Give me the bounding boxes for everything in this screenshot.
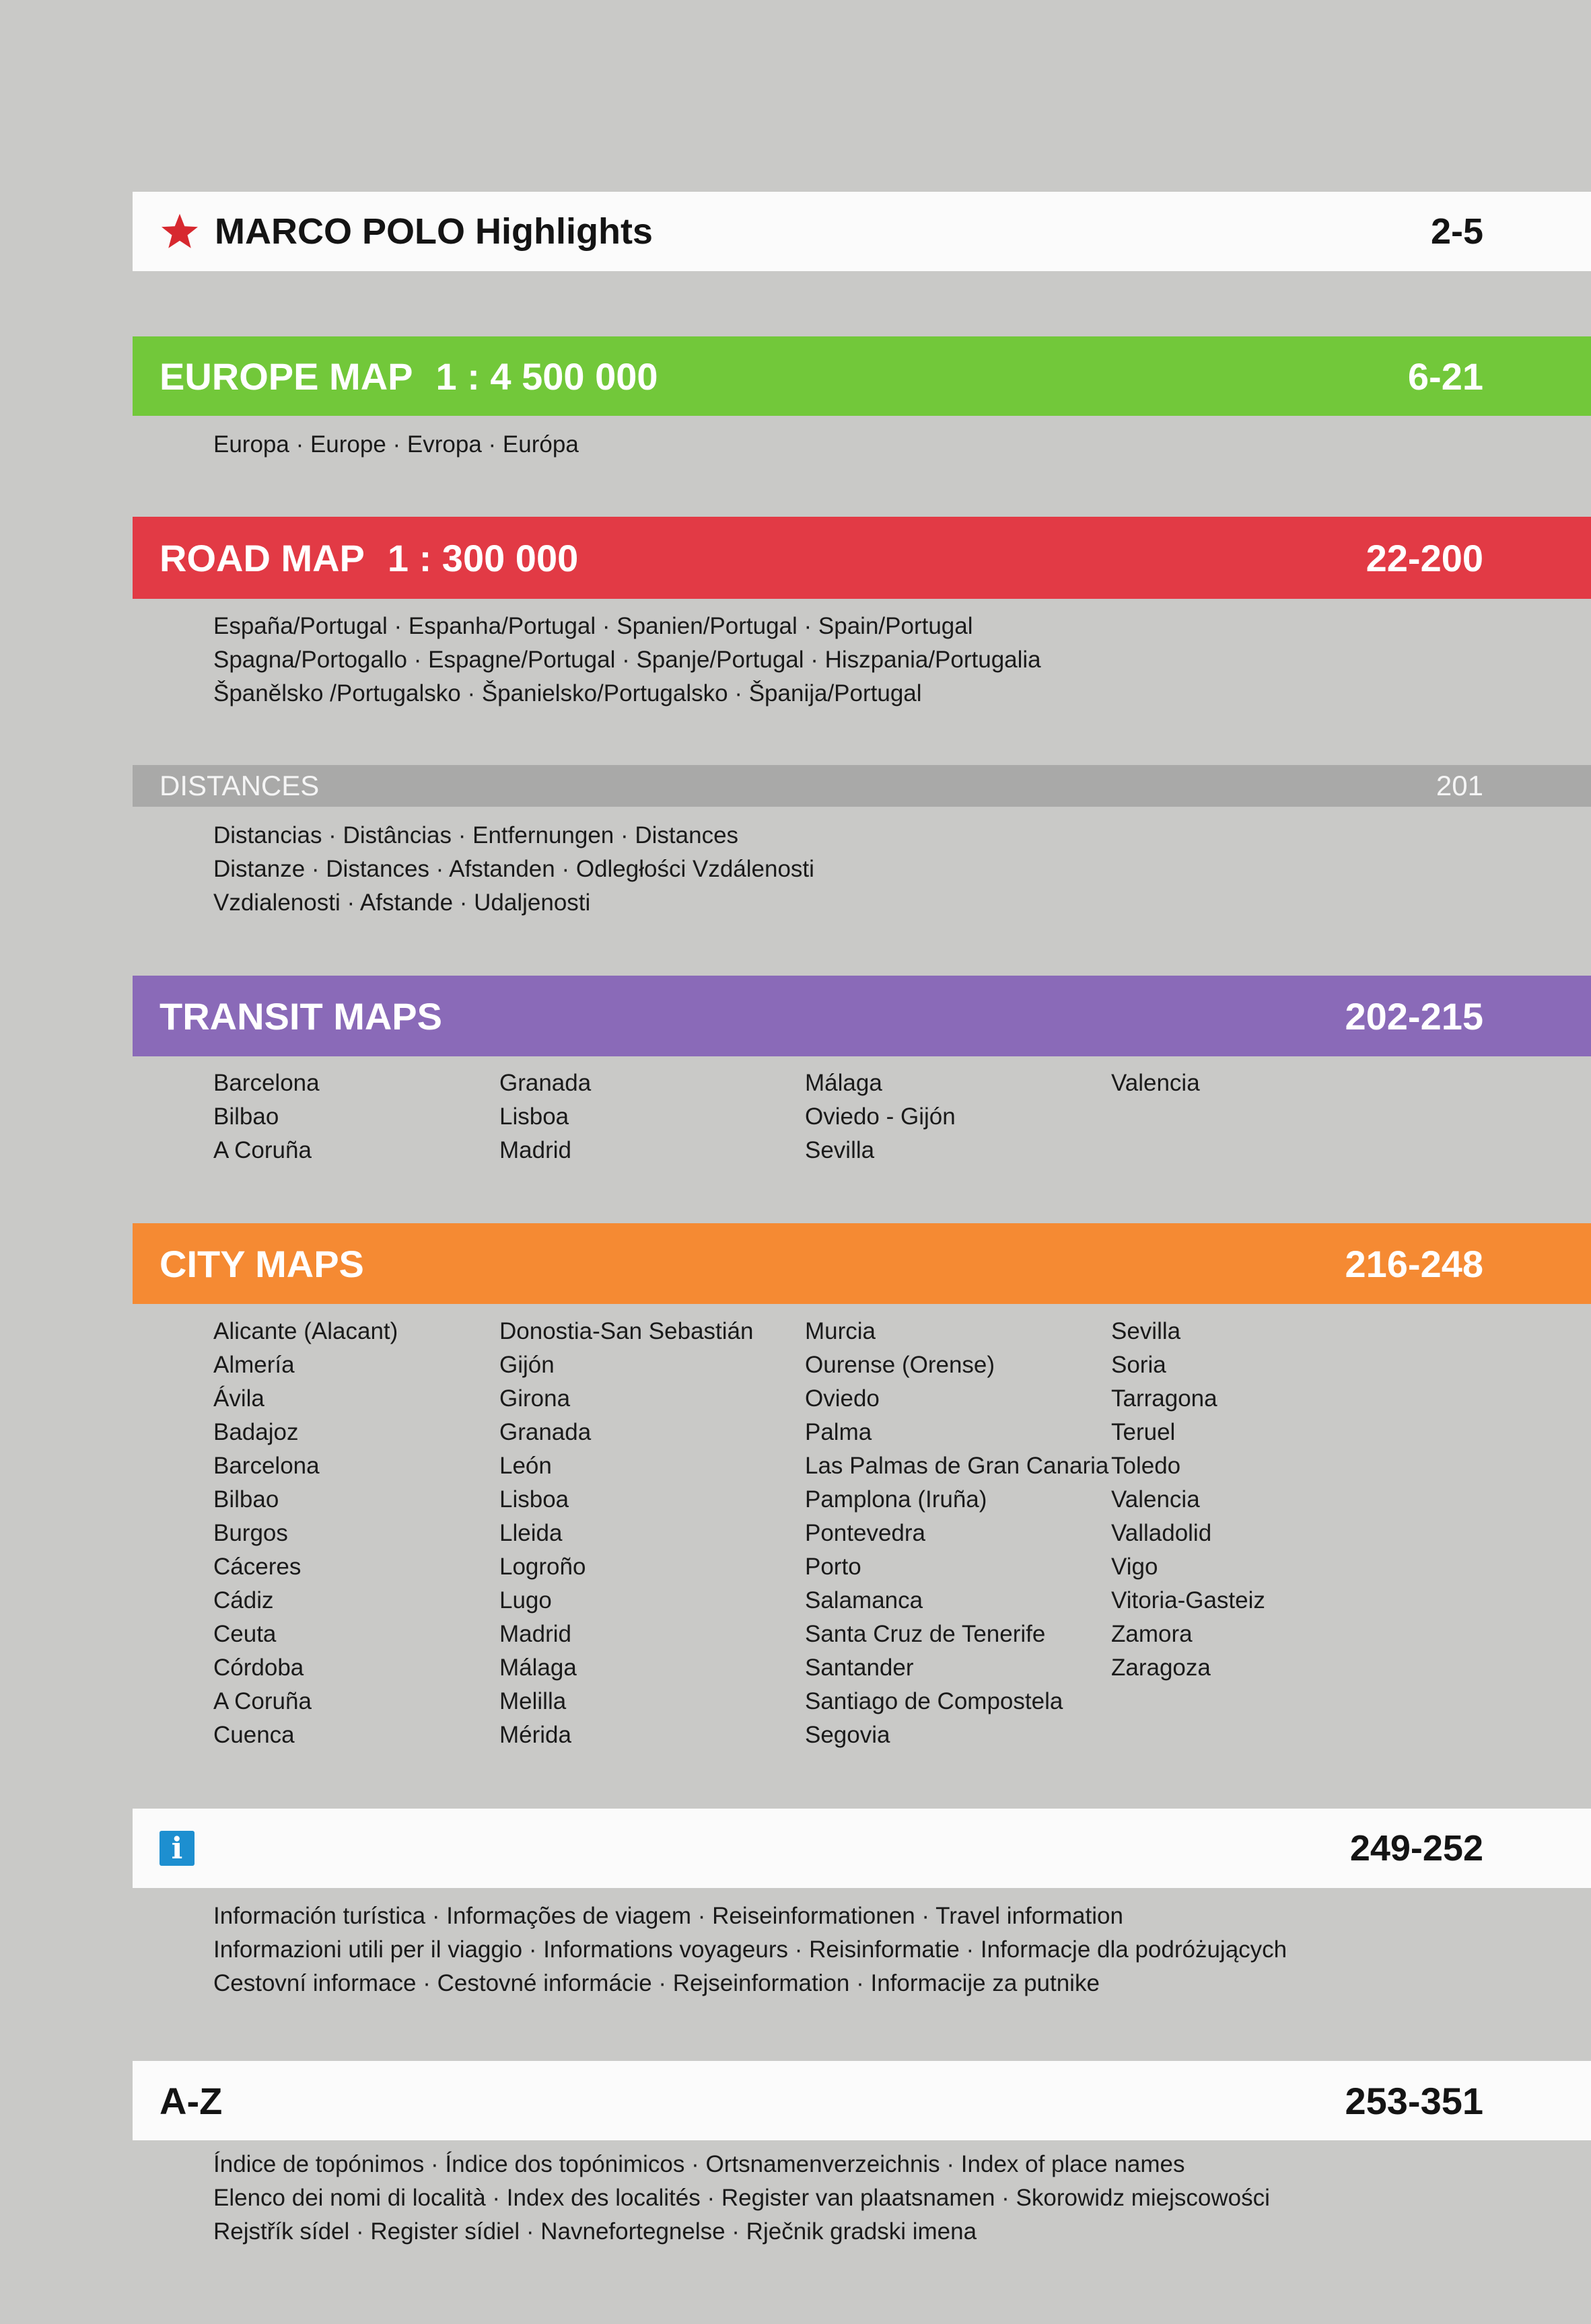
list-item[interactable]: Cuenca <box>213 1722 295 1748</box>
distances-pages: 201 <box>1436 770 1483 801</box>
list-item[interactable]: Lisboa <box>499 1103 569 1130</box>
road-map-scale: 1 : 300 000 <box>387 536 579 579</box>
list-item[interactable]: Sevilla <box>805 1137 875 1163</box>
list-item[interactable]: Ceuta <box>213 1621 277 1647</box>
list-item[interactable]: Barcelona <box>213 1070 320 1096</box>
info-icon <box>160 1831 195 1866</box>
highlights-pages: 2-5 <box>1430 211 1483 252</box>
list-item[interactable]: Palma <box>805 1419 872 1445</box>
description-line: Distanze · Distances · Afstanden · Odległości Vzdálenosti <box>213 856 814 882</box>
info-icon-glyph: i <box>171 1831 183 1866</box>
description-line: Índice de topónimos · Índice dos topónimicos · Ortsnamenverzeichnis · Index of place names <box>213 2151 1185 2177</box>
list-item[interactable]: Santiago de Compostela <box>805 1688 1063 1714</box>
list-item[interactable]: Madrid <box>499 1621 571 1647</box>
city-maps-bar[interactable] <box>133 1223 1591 1304</box>
city-maps-heading <box>160 1242 364 1286</box>
list-item[interactable]: Lugo <box>499 1587 552 1613</box>
list-item[interactable]: León <box>499 1453 552 1479</box>
city-column <box>1111 1315 1265 1685</box>
city-column <box>499 1315 753 1752</box>
europe-map-description <box>213 428 1458 462</box>
transit-column <box>805 1066 956 1167</box>
list-item[interactable]: Zaragoza <box>1111 1655 1211 1681</box>
list-item[interactable]: Cádiz <box>213 1587 274 1613</box>
road-map-bar[interactable] <box>133 517 1591 599</box>
list-item[interactable]: Granada <box>499 1419 592 1445</box>
list-item[interactable]: Almería <box>213 1352 295 1378</box>
description-line: Španělsko /Portugalsko · Španielsko/Portugalsko · Španija/Portugal <box>213 680 922 706</box>
list-item[interactable]: Burgos <box>213 1520 288 1546</box>
index-title: A-Z <box>160 2079 223 2122</box>
highlights-heading <box>160 211 653 252</box>
index-description <box>213 2148 1458 2249</box>
list-item[interactable]: Toledo <box>1111 1453 1181 1479</box>
list-item[interactable]: Vigo <box>1111 1554 1158 1580</box>
description-line: Vzdialenosti · Afstande · Udaljenosti <box>213 889 591 916</box>
star-icon <box>160 211 200 252</box>
list-item[interactable]: Valladolid <box>1111 1520 1212 1546</box>
list-item[interactable]: Oviedo - Gijón <box>805 1103 956 1130</box>
list-item[interactable]: Gijón <box>499 1352 555 1378</box>
list-item[interactable]: Madrid <box>499 1137 571 1163</box>
list-item[interactable]: Soria <box>1111 1352 1166 1378</box>
europe-map-title: EUROPE MAP <box>160 355 413 398</box>
travel-info-heading <box>160 1831 195 1866</box>
list-item[interactable]: Mérida <box>499 1722 571 1748</box>
list-item[interactable]: Melilla <box>499 1688 567 1714</box>
list-item[interactable]: Valencia <box>1111 1070 1200 1096</box>
list-item[interactable]: Santa Cruz de Tenerife <box>805 1621 1046 1647</box>
list-item[interactable]: Las Palmas de Gran Canaria <box>805 1453 1109 1479</box>
index-pages: 253-351 <box>1345 2079 1483 2122</box>
distances-title: DISTANCES <box>160 770 320 801</box>
list-item[interactable]: Ávila <box>213 1385 264 1412</box>
road-map-description <box>213 610 1458 711</box>
list-item[interactable]: Tarragona <box>1111 1385 1217 1412</box>
list-item[interactable]: Córdoba <box>213 1655 304 1681</box>
transit-column <box>499 1066 591 1167</box>
description-line: España/Portugal · Espanha/Portugal · Spanien/Portugal · Spain/Portugal <box>213 613 973 639</box>
transit-column <box>213 1066 320 1167</box>
list-item[interactable]: Donostia-San Sebastián <box>499 1318 754 1344</box>
road-map-heading <box>160 536 578 580</box>
list-item[interactable]: Santander <box>805 1655 914 1681</box>
list-item[interactable]: Pamplona (Iruña) <box>805 1486 987 1513</box>
europe-map-bar[interactable] <box>133 336 1591 416</box>
list-item[interactable]: Murcia <box>805 1318 876 1344</box>
highlights-bar[interactable] <box>133 192 1591 271</box>
city-column <box>213 1315 398 1752</box>
list-item[interactable]: Oviedo <box>805 1385 880 1412</box>
list-item[interactable]: Valencia <box>1111 1486 1200 1513</box>
description-line: Cestovní informace · Cestovné informácie · Rejseinformation · Informacije za putnike <box>213 1970 1100 1996</box>
transit-maps-heading <box>160 994 442 1038</box>
transit-maps-bar[interactable] <box>133 976 1591 1056</box>
list-item[interactable]: Barcelona <box>213 1453 320 1479</box>
list-item[interactable]: Alicante (Alacant) <box>213 1318 398 1344</box>
list-item[interactable]: A Coruña <box>213 1688 312 1714</box>
list-item[interactable]: Porto <box>805 1554 861 1580</box>
list-item[interactable]: Pontevedra <box>805 1520 926 1546</box>
list-item[interactable]: Ourense (Orense) <box>805 1352 995 1378</box>
travel-info-pages: 249-252 <box>1349 1828 1483 1868</box>
index-bar[interactable] <box>133 2061 1591 2140</box>
distances-heading <box>160 770 319 802</box>
list-item[interactable]: Salamanca <box>805 1587 923 1613</box>
transit-maps-pages: 202-215 <box>1345 994 1483 1038</box>
city-maps-pages: 216-248 <box>1345 1242 1483 1285</box>
list-item[interactable]: Granada <box>499 1070 592 1096</box>
list-item[interactable]: Girona <box>499 1385 571 1412</box>
description-line: Rejstřík sídel · Register sídiel · Navnefortegnelse · Rječnik gradski imena <box>213 2218 977 2245</box>
road-map-title: ROAD MAP <box>160 536 365 579</box>
list-item[interactable]: Lleida <box>499 1520 563 1546</box>
index-heading <box>160 2079 222 2123</box>
list-item[interactable]: Segovia <box>805 1722 890 1748</box>
list-item[interactable]: Bilbao <box>213 1103 279 1130</box>
description-line: Información turística · Informações de viagem · Reiseinformationen · Travel information <box>213 1903 1123 1929</box>
city-maps-title: CITY MAPS <box>160 1242 364 1285</box>
description-line: Informazioni utili per il viaggio · Informations voyageurs · Reisinformatie · Informacje dla podróżujących <box>213 1936 1287 1963</box>
list-item[interactable]: Zamora <box>1111 1621 1193 1647</box>
list-item[interactable]: Cáceres <box>213 1554 302 1580</box>
europe-map-scale: 1 : 4 500 000 <box>435 355 658 398</box>
list-item[interactable]: Málaga <box>499 1655 577 1681</box>
list-item[interactable]: Málaga <box>805 1070 882 1096</box>
list-item[interactable]: Vitoria-Gasteiz <box>1111 1587 1265 1613</box>
travel-info-description <box>213 1899 1458 2000</box>
distances-bar[interactable] <box>133 765 1591 807</box>
description-line: Europa · Europe · Evropa · Európa <box>213 431 579 458</box>
city-column <box>805 1315 1108 1752</box>
list-item[interactable]: Lisboa <box>499 1486 569 1513</box>
europe-map-heading <box>160 355 658 398</box>
description-line: Spagna/Portogallo · Espagne/Portugal · Spanje/Portugal · Hiszpania/Portugalia <box>213 647 1041 673</box>
road-map-pages: 22-200 <box>1366 536 1483 579</box>
transit-maps-title: TRANSIT MAPS <box>160 994 442 1038</box>
list-item[interactable]: Sevilla <box>1111 1318 1181 1344</box>
description-line: Distancias · Distâncias · Entfernungen · Distances <box>213 822 739 848</box>
list-item[interactable]: A Coruña <box>213 1137 312 1163</box>
highlights-title: MARCO POLO Highlights <box>215 211 653 252</box>
list-item[interactable]: Logroño <box>499 1554 586 1580</box>
distances-description <box>213 819 1458 920</box>
list-item[interactable]: Badajoz <box>213 1419 299 1445</box>
transit-column <box>1111 1066 1200 1100</box>
europe-map-pages: 6-21 <box>1407 355 1483 398</box>
list-item[interactable]: Bilbao <box>213 1486 279 1513</box>
description-line: Elenco dei nomi di località · Index des localités · Register van plaatsnamen · Skorowidz miejscowości <box>213 2185 1270 2211</box>
list-item[interactable]: Teruel <box>1111 1419 1176 1445</box>
travel-info-bar[interactable] <box>133 1809 1591 1888</box>
